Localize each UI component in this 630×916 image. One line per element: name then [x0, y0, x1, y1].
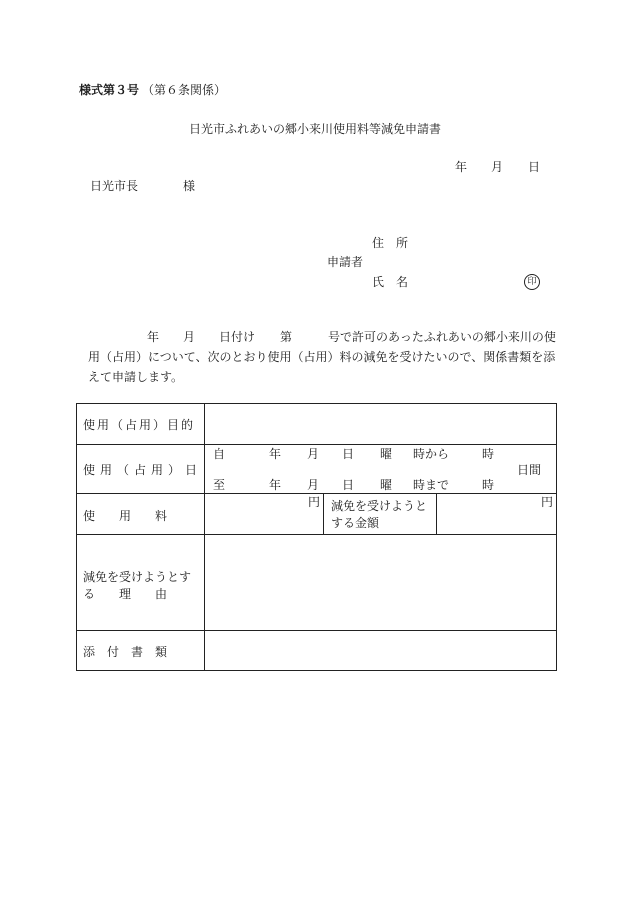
period-from-month: 月 — [307, 447, 320, 461]
label-column-divider — [204, 404, 205, 670]
row-divider — [77, 630, 556, 631]
reduction-unit: 円 — [541, 495, 554, 509]
period-from-prefix: 自 — [213, 447, 226, 461]
reduction-amount-label-line2: する金額 — [331, 516, 380, 530]
reduction-amount-label-line1: 減免を受けようと — [331, 499, 428, 513]
period-from-hour: 時 — [482, 447, 495, 461]
form-number: 様式第３号 — [79, 83, 140, 97]
date-month: 月 — [491, 160, 504, 174]
period-to-time: 時まで — [413, 478, 450, 492]
body-no: 第 — [280, 330, 293, 344]
date-year: 年 — [455, 160, 468, 174]
reason-label-line2: る 理 由 — [83, 587, 168, 601]
body-line3: えて申請します。 — [88, 370, 184, 384]
page-title: 日光市ふれあいの郷小来川使用料等減免申請書 — [189, 122, 442, 136]
reason-label-line1: 減免を受けようとす — [83, 570, 192, 584]
fee-unit: 円 — [308, 495, 321, 509]
body-month: 月 — [183, 330, 196, 344]
period-label: 使用（占用）日 — [83, 463, 203, 477]
period-from-day: 日 — [342, 447, 355, 461]
period-to-year: 年 — [269, 478, 282, 492]
body-line1-rest: 号で許可のあったふれあいの郷小来川の使 — [328, 330, 556, 344]
period-to-prefix: 至 — [213, 478, 226, 492]
attachments-label: 添 付 書 類 — [83, 645, 168, 659]
fee-divider — [323, 493, 324, 534]
fee-label: 使 用 料 — [83, 509, 168, 523]
body-line2: 用（占用）について、次のとおり使用（占用）料の減免を受けたいので、関係書類を添 — [88, 350, 556, 364]
period-to-day: 日 — [342, 478, 355, 492]
body-dated: 日付け — [219, 330, 256, 344]
applicant-label: 申請者 — [327, 255, 364, 269]
purpose-label: 使用（占用）目的 — [83, 418, 196, 432]
date-day: 日 — [528, 160, 541, 174]
name-label: 氏 名 — [372, 275, 409, 289]
address-label: 住 所 — [372, 236, 409, 250]
period-from-weekday: 曜 — [380, 447, 393, 461]
fee-divider — [436, 493, 437, 534]
row-divider — [77, 534, 556, 535]
addressee-name: 日光市長 — [90, 179, 139, 193]
body-year: 年 — [147, 330, 160, 344]
period-to-hour: 時 — [482, 478, 495, 492]
period-from-year: 年 — [269, 447, 282, 461]
form-relation: （第６条関係） — [142, 83, 227, 97]
period-days: 日間 — [517, 463, 542, 477]
period-to-month: 月 — [307, 478, 320, 492]
period-from-time: 時から — [413, 447, 450, 461]
period-to-weekday: 曜 — [380, 478, 393, 492]
application-form-table — [76, 403, 557, 671]
row-divider — [77, 493, 556, 494]
row-divider — [77, 444, 556, 445]
addressee-honorific: 様 — [183, 179, 196, 193]
seal-mark: 印 — [524, 274, 540, 290]
